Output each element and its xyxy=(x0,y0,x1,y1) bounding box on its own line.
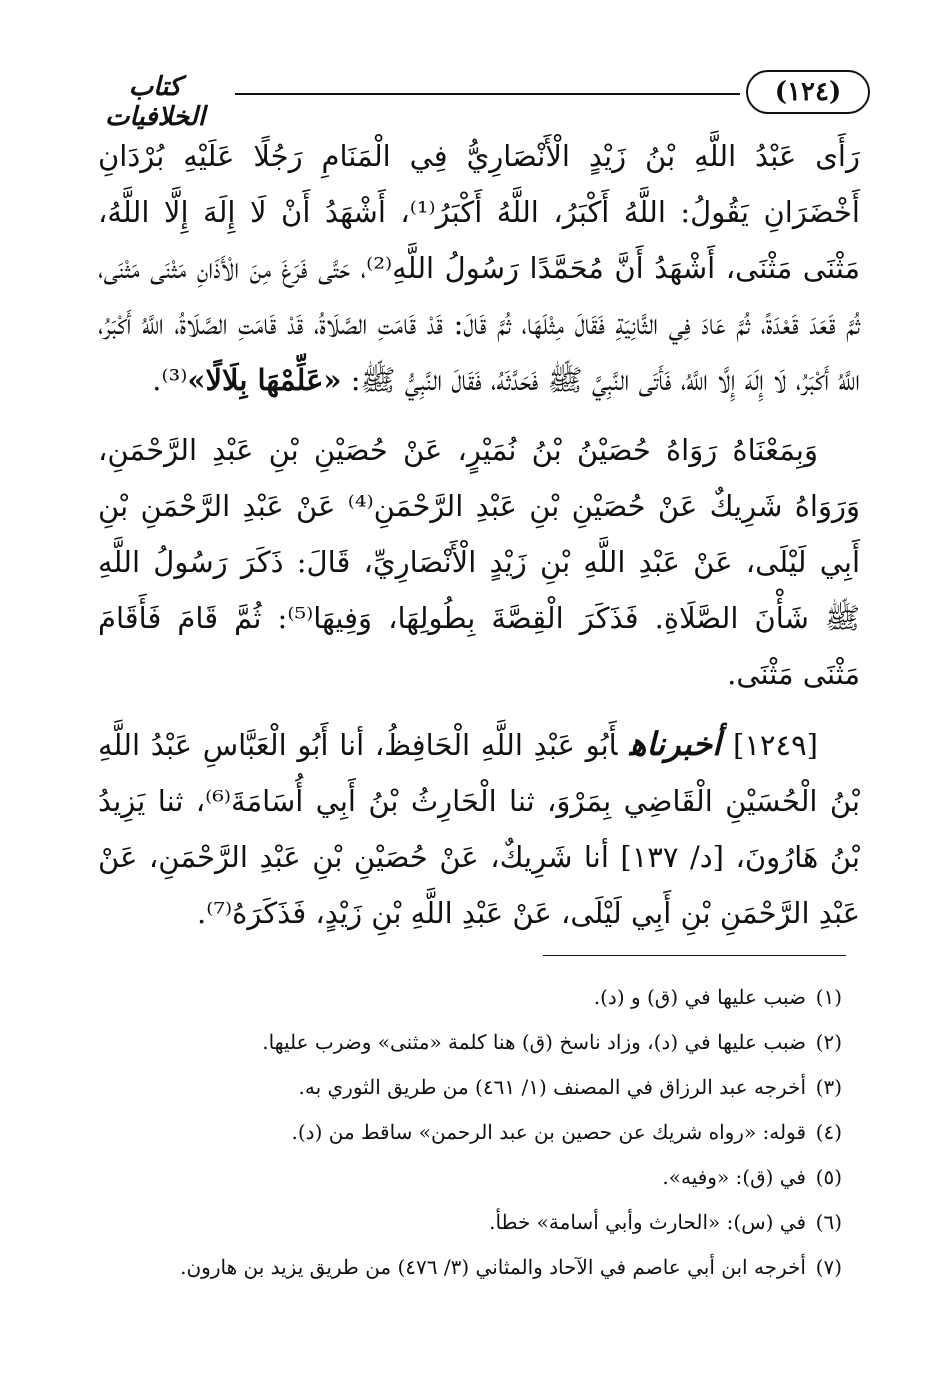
page-number: (١٢٤) xyxy=(746,70,870,114)
paragraph-1-end: ⁽³⁾. xyxy=(152,363,188,397)
book-title: كتاب الخلافيات xyxy=(104,72,206,132)
footnote-text: ضبب عليها في (ق) و (د). xyxy=(593,985,806,1009)
paragraph-1 xyxy=(98,128,860,408)
footnote-item xyxy=(98,1245,842,1290)
footnote-item xyxy=(98,1110,842,1155)
paragraph-1-quote: «عَلِّمْهَا بِلَالًا» xyxy=(187,363,342,397)
paragraph-3-text: أَبُو عَبْدِ اللَّهِ الْحَافِظُ، أنا أَبُو الْعَبَّاسِ عَبْدُ اللَّهِ بْنُ الْحُسَيْنِ الْقَاضِي بِمَرْوَ، ثنا الْحَارِثُ بْنُ أَبِي أُسَامَةَ⁽⁶⁾، ثنا يَزِيدُ بْنُ هَارُونَ، [د/ ١٣٧] أنا شَرِيكٌ، عَنْ حُصَيْنِ بْنِ عَبْدِ الرَّحْمَنِ، عَنْ عَبْدِ الرَّحْمَنِ بْنِ أَبِي لَيْلَى، عَنْ عَبْدِ اللَّهِ بْنِ زَيْدٍ، فَذَكَرَهُ⁽⁷⁾. xyxy=(98,728,860,930)
footnote-number: (٣) xyxy=(815,1075,842,1099)
footnotes xyxy=(98,975,842,1290)
main-text xyxy=(98,128,860,941)
header-rule xyxy=(235,93,740,95)
footnote-number: (٧) xyxy=(815,1255,842,1279)
footnote-item xyxy=(98,1020,842,1065)
page-header xyxy=(80,70,870,132)
footnote-separator xyxy=(543,955,846,956)
footnote-number: (٥) xyxy=(815,1165,842,1189)
footnote-text: قوله: «رواه شريك عن حصين بن عبد الرحمن» ساقط من (د). xyxy=(291,1120,806,1144)
footnote-text: في (س): «الحارث وأبي أسامة» خطأ. xyxy=(489,1210,806,1234)
footnote-text: أخرجه عبد الرزاق في المصنف (١/ ٤٦١) من طريق الثوري به. xyxy=(298,1075,806,1099)
footnote-number: (١) xyxy=(815,985,842,1009)
hadith-number: [١٢٤٩] xyxy=(733,728,818,762)
paragraph-1-text: رَأَى عَبْدُ اللَّهِ بْنُ زَيْدٍ الْأَنْصَارِيُّ فِي الْمَنَامِ رَجُلًا عَلَيْهِ بُرْدَانِ أَخْضَرَانِ يَقُولُ: اللَّهُ أَكْبَرُ، اللَّهُ أَكْبَرُ⁽¹⁾، أَشْهَدُ أَنْ لَا إِلَهَ إِلَّا اللَّهُ، مَثْنَى مَثْنَى، أَشْهَدُ أَنَّ مُحَمَّدًا رَسُولُ اللَّهِ⁽²⁾، حَتَّى فَرَغَ مِنَ الْأَذَانِ مَثْنَى مَثْنَى، ثُمَّ قَعَدَ قَعْدَةً، ثُمَّ عَادَ فِي الثَّانِيَةِ فَقَالَ مِثْلَهَا، ثُمَّ قَالَ: قَدْ قَامَتِ الصَّلَاةُ، قَدْ قَامَتِ الصَّلَاةُ، اللَّهُ أَكْبَرُ، اللَّهُ أَكْبَرُ، لَا إِلَهَ إِلَّا اللَّهُ، فَأَتَى النَّبِيَّ ﷺ فَحَدَّثَهُ، فَقَالَ النَّبِيُّ ﷺ: xyxy=(98,139,860,397)
footnote-number: (٤) xyxy=(815,1120,842,1144)
footnote-item xyxy=(98,1065,842,1110)
paragraph-2: وَبِمَعْنَاهُ رَوَاهُ حُصَيْنُ بْنُ نُمَيْرٍ، عَنْ حُصَيْنِ بْنِ عَبْدِ الرَّحْمَنِ، وَرَوَاهُ شَرِيكٌ عَنْ حُصَيْنِ بْنِ عَبْدِ الرَّحْمَنِ⁽⁴⁾ عَنْ عَبْدِ الرَّحْمَنِ بْنِ أَبِي لَيْلَى، عَنْ عَبْدِ اللَّهِ بْنِ زَيْدٍ الْأَنْصَارِيِّ، قَالَ: ذَكَرَ رَسُولُ اللَّهِ ﷺ شَأْنَ الصَّلَاةِ. فَذَكَرَ الْقِصَّةَ بِطُولِهَا، وَفِيهَا⁽⁵⁾: ثُمَّ قَامَ فَأَقَامَ مَثْنَى مَثْنَى. xyxy=(98,433,860,691)
footnote-item xyxy=(98,1155,842,1200)
footnote-item xyxy=(98,1200,842,1245)
paragraph-3 xyxy=(98,716,860,941)
lead-word: أخبرناه xyxy=(629,725,722,763)
footnote-text: أخرجه ابن أبي عاصم في الآحاد والمثاني (٣/ ٤٧٦) من طريق يزيد بن هارون. xyxy=(180,1255,806,1279)
footnote-text: ضبب عليها في (د)، وزاد ناسخ (ق) هنا كلمة «مثنى» وضرب عليها. xyxy=(262,1030,806,1054)
footnote-item xyxy=(98,975,842,1020)
footnote-text: في (ق): «وفيه». xyxy=(662,1165,806,1189)
footnote-number: (٦) xyxy=(815,1210,842,1234)
footnote-number: (٢) xyxy=(815,1030,842,1054)
